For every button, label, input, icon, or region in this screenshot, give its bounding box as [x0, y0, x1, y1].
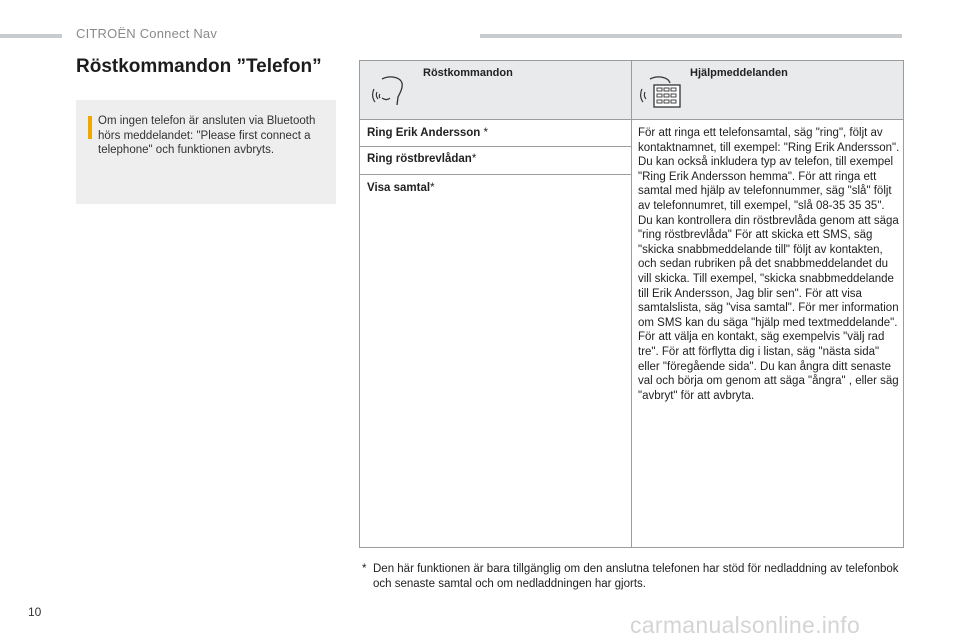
command-row-3: Visa samtal*: [367, 182, 435, 194]
footnote-text: Den här funktionen är bara tillgänglig om den anslutna telefonen har stöd för nedladdning av telefonbok och senaste samtal och om nedladdningen har gjorts.: [373, 563, 899, 590]
info-text: Om ingen telefon är ansluten via Bluetooth hörs meddelandet: "Please first connect a telephone" och funktionen avbryts.: [98, 115, 316, 156]
voice-command-icon: [372, 71, 406, 112]
footnote-mark: *: [362, 563, 367, 575]
help-message-text: För att ringa ett telefonsamtal, säg "ring", följt av kontaktnamnet, till exempel: "Ring Erik Andersson". Du kan också inkludera typ av telefon, till exempel "Ring Erik Andersson hemma". För att ringa ett samtal med hjälp av telefonnummer, säg "slå" följt av telefonnumret, till exempel, "slå 08-35 35 35". Du kan kontrollera din röstbrevlåda genom att säga "ring röstbrevlåda" För att skicka ett SMS, säg "skicka snabbmeddelande till" följt av kontakten, och sedan rubriken på det snabbmeddelandet du vill skicka. Till exempel, "skicka snabbmeddelande till Erik Andersson, Jag blir sen". För att visa samtalslista, säg "visa samtal". För mer information om SMS kan du säga "hjälp med textmeddelande". För att välja en kontakt, säg exempelvis "välj rad tre". För att förflytta dig i listan, säg "nästa sida" eller "föregående sida". Du kan ångra ditt senaste val och börja om genom att säga "ångra" , eller säg "avbryt" för att avbryta.: [638, 127, 900, 402]
column-divider: [631, 61, 632, 547]
header-brand: CITROËN Connect Nav: [76, 26, 218, 41]
info-box: [76, 100, 336, 204]
header-rule-right: [480, 34, 902, 38]
command-row-2: Ring röstbrevlådan*: [367, 153, 477, 165]
page-title: Röstkommandon ”Telefon”: [76, 56, 322, 77]
row-divider: [360, 174, 631, 175]
watermark: carmanualsonline.info: [630, 612, 861, 638]
voice-command-table: [359, 60, 904, 548]
voice-help-keypad-icon: [640, 71, 684, 114]
page-number: 10: [28, 605, 42, 619]
col-header-commands: Röstkommandon: [423, 67, 513, 79]
row-divider: [360, 146, 631, 147]
footnote: [362, 562, 902, 591]
header-rule-left: [0, 34, 62, 38]
info-icon: [88, 117, 92, 139]
col-header-help: Hjälpmeddelanden: [690, 67, 788, 79]
command-row-1: Ring Erik Andersson *: [367, 127, 488, 139]
